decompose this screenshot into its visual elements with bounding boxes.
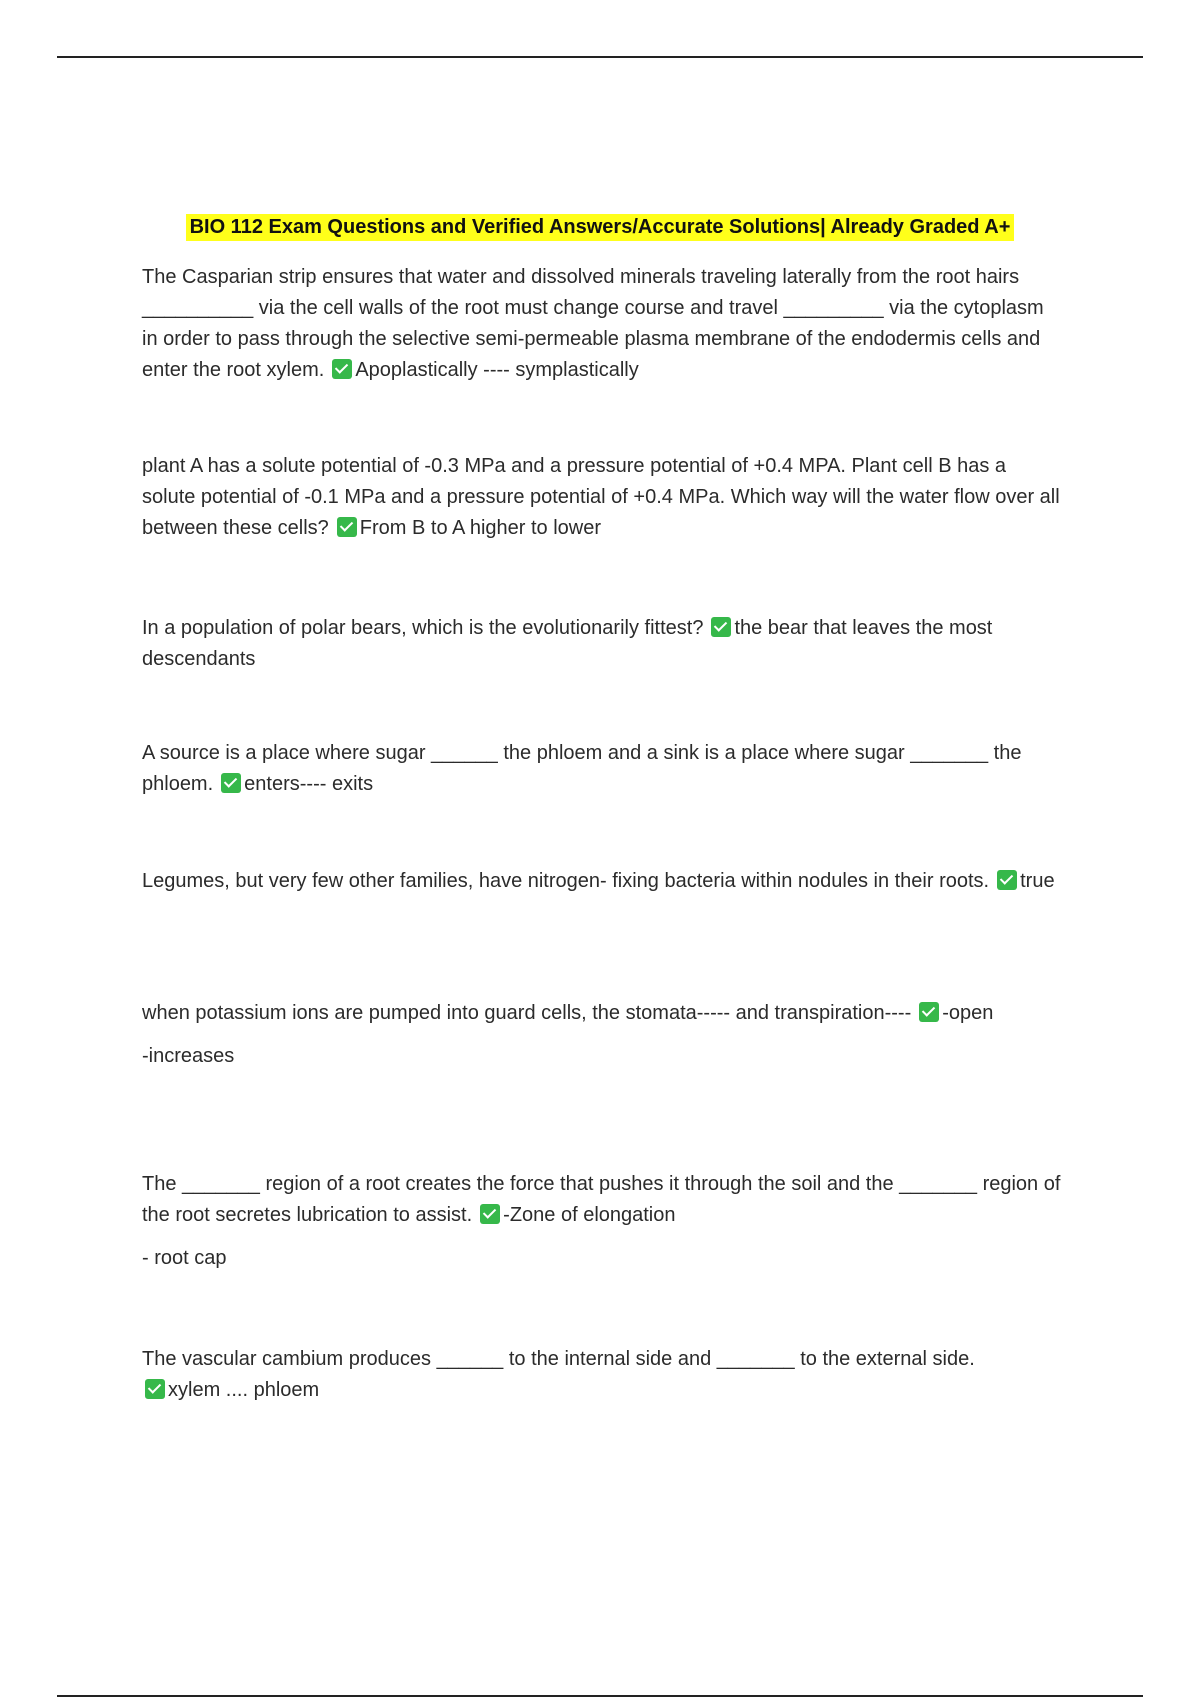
qa-item-4 [142, 738, 1062, 800]
checkmark-icon [997, 870, 1017, 890]
top-rule [57, 56, 1143, 58]
checkmark-icon [332, 359, 352, 379]
question-text: Legumes, but very few other families, have nitrogen- fixing bacteria within nodules in their roots. [142, 870, 990, 892]
question-text: In a population of polar bears, which is the evolutionarily fittest? [142, 617, 704, 639]
qa-item-1 [142, 262, 1062, 386]
qa-item-2 [142, 451, 1062, 544]
question-text: when potassium ions are pumped into guard cells, the stomata----- and transpiration---- [142, 1002, 912, 1024]
title-container [0, 214, 1200, 241]
answer-text: true [1020, 870, 1055, 892]
qa-item-8 [142, 1344, 1062, 1406]
checkmark-icon [919, 1002, 939, 1022]
question-text: The _______ region of a root creates the force that pushes it through the soil and the _______ region of the root secretes lubrication to assist. [142, 1173, 1061, 1226]
question-text: The vascular cambium produces ______ to the internal side and _______ to the external side. [142, 1348, 975, 1370]
answer-text: the bear that leaves the most descendants [142, 617, 993, 670]
qa-item-7 [142, 1169, 1062, 1274]
answer-text: Apoplastically ---- symplastically [355, 359, 639, 381]
bottom-rule [57, 1695, 1143, 1697]
answer-text: -open [942, 1002, 994, 1024]
checkmark-icon [711, 617, 731, 637]
question-text: The Casparian strip ensures that water and dissolved minerals traveling laterally from the root hairs __________ via the cell walls of the root must change course and travel _________ via the cytoplasm in order to pass through the selective semi-permeable plasma membrane of the endodermis cells and enter the root xylem. [142, 266, 1044, 381]
answer-continuation: -increases [142, 1045, 235, 1067]
question-text: A source is a place where sugar ______ the phloem and a sink is a place where sugar _______ the phloem. [142, 742, 1022, 795]
qa-item-3 [142, 613, 1062, 675]
checkmark-icon [221, 773, 241, 793]
checkmark-icon [480, 1204, 500, 1224]
checkmark-icon [145, 1379, 165, 1399]
answer-text: -Zone of elongation [503, 1204, 676, 1226]
answer-text: xylem .... phloem [168, 1379, 320, 1401]
answer-text: enters---- exits [244, 773, 374, 795]
checkmark-icon [337, 517, 357, 537]
document-title: BIO 112 Exam Questions and Verified Answers/Accurate Solutions| Already Graded A+ [186, 214, 1015, 241]
answer-text: From B to A higher to lower [359, 517, 602, 539]
qa-item-6 [142, 998, 1062, 1072]
answer-continuation: - root cap [142, 1247, 227, 1269]
question-text: plant A has a solute potential of -0.3 MPa and a pressure potential of +0.4 MPA. Plant cell B has a solute potential of -0.1 MPa and a pressure potential of +0.4 MPa. Which way will the water flow over all between these cells? [142, 455, 1060, 539]
qa-item-5 [142, 866, 1062, 897]
